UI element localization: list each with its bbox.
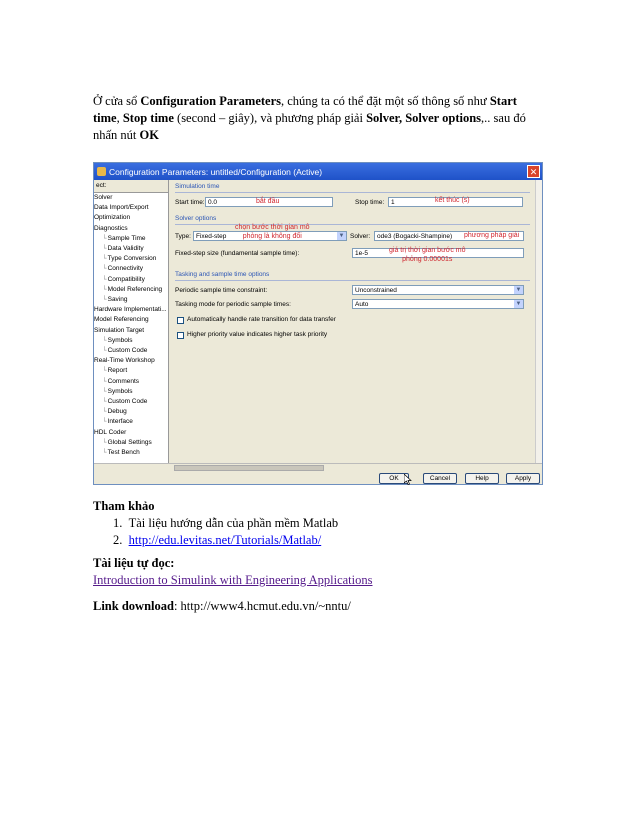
solver-label: Solver: <box>350 233 371 240</box>
self-study-link[interactable]: Introduction to Simulink with Engineering Applications <box>93 573 373 587</box>
solver-value: ode3 (Bogacki-Shampine) <box>377 233 453 240</box>
download-section <box>93 598 543 615</box>
close-icon[interactable]: ✕ <box>527 165 540 178</box>
annotation-line: phỏng là không đổi <box>242 232 302 240</box>
intro-text: nhấn nút <box>93 128 140 142</box>
tree-item[interactable]: Solver <box>94 194 113 201</box>
reference-text: Tài liệu hướng dẫn của phần mềm Matlab <box>128 516 339 530</box>
tree-item[interactable]: Model Referencing <box>94 316 149 324</box>
tree-list <box>94 193 168 458</box>
reference-item <box>93 532 543 549</box>
higher-priority-checkbox[interactable] <box>177 332 184 339</box>
tree-item[interactable]: Data Import/Export <box>94 204 149 212</box>
list-number: 2. <box>113 533 123 547</box>
mouse-cursor-icon <box>404 474 412 485</box>
annotation-line: chọn bước thời gian mô <box>235 224 310 231</box>
tree-item[interactable]: HDL Coder <box>94 428 127 436</box>
higher-priority-label: Higher priority value indicates higher task priority <box>187 331 328 338</box>
tree-item[interactable]: Hardware Implementati... <box>94 306 167 314</box>
fixed-step-input[interactable]: 1e-5 <box>352 248 524 258</box>
intro-text: Ở cửa sổ <box>93 94 141 108</box>
tree-item[interactable]: └ Test Bench <box>94 448 168 458</box>
section-divider <box>175 192 530 193</box>
intro-text: , <box>116 111 123 125</box>
cancel-button[interactable]: Cancel <box>423 473 457 484</box>
chevron-down-icon: ▼ <box>338 233 345 239</box>
tree-item[interactable]: Optimization <box>94 214 131 222</box>
tree-item[interactable]: └ Connectivity <box>94 264 168 274</box>
self-study-heading: Tài liệu tự đọc: <box>93 556 175 570</box>
intro-bold: Start <box>489 94 517 108</box>
config-parameters-window <box>93 162 543 485</box>
tree-item[interactable]: └ Symbols <box>94 336 168 346</box>
type-value: Fixed-step <box>196 233 227 240</box>
tree-item[interactable]: └ Type Conversion <box>94 254 168 264</box>
download-label: Link download <box>93 599 174 613</box>
tasking-mode-value: Auto <box>355 301 369 308</box>
intro-bold: Stop time <box>122 111 174 125</box>
annotation-stop: kết thúc (s) <box>435 197 470 204</box>
tree-item[interactable]: └ Debug <box>94 407 168 417</box>
auto-rate-label: Automatically handle rate transition for data transfer <box>187 316 336 323</box>
type-label: Type: <box>175 233 191 240</box>
annotation-line: giá trị thời gian bước mô <box>389 247 466 254</box>
self-study-section <box>93 555 543 589</box>
tree-item[interactable]: └ Sample Time <box>94 234 168 244</box>
window-titlebar <box>94 163 542 180</box>
start-time-input[interactable]: 0.0 <box>205 197 333 207</box>
tree-item[interactable]: └ Comments <box>94 377 168 387</box>
periodic-label: Periodic sample time constraint: <box>175 287 268 294</box>
tree-item[interactable]: Real-Time Workshop <box>94 357 155 365</box>
annotation-start: bắt đầu <box>256 198 280 205</box>
section-simulation-time: Simulation time <box>175 183 220 190</box>
help-button[interactable]: Help <box>465 473 499 484</box>
apply-button[interactable]: Apply <box>506 473 540 484</box>
periodic-value: Unconstrained <box>355 287 397 294</box>
reference-item <box>93 515 543 532</box>
references-heading-text: Tham khảo <box>93 499 155 513</box>
tree-header: ect: <box>94 180 168 193</box>
section-solver-options: Solver options <box>175 215 217 222</box>
intro-paragraph <box>93 93 543 144</box>
annotation-method: phương pháp giải <box>464 232 520 239</box>
chevron-down-icon: ▼ <box>515 301 522 307</box>
window-title: Configuration Parameters: untitled/Configuration (Active) <box>109 166 323 177</box>
config-tree <box>94 180 169 463</box>
start-time-label: Start time: <box>175 199 205 206</box>
stop-time-label: Stop time: <box>355 199 385 206</box>
tree-item[interactable]: └ Symbols <box>94 387 168 397</box>
tree-item[interactable]: └ Data Validity <box>94 244 168 254</box>
tree-item[interactable]: └ Compatibility <box>94 275 168 285</box>
references-heading <box>93 498 543 515</box>
tree-item[interactable]: └ Model Referencing <box>94 285 168 295</box>
annotation-step-value <box>389 247 466 264</box>
reference-link[interactable]: http://edu.levitas.net/Tutorials/Matlab/ <box>128 533 322 547</box>
stop-time-input[interactable]: 1 <box>388 197 523 207</box>
button-bar <box>94 471 542 484</box>
annotation-step-type <box>235 224 310 241</box>
fixed-step-label: Fixed-step size (fundamental sample time): <box>175 250 300 257</box>
tree-item[interactable]: └ Saving <box>94 295 168 305</box>
intro-bold: Solver, Solver options <box>366 111 482 125</box>
periodic-dropdown[interactable] <box>352 285 524 295</box>
list-number: 1. <box>113 516 123 530</box>
tree-item[interactable]: └ Custom Code <box>94 346 168 356</box>
vertical-scrollbar[interactable] <box>535 180 542 463</box>
references-section <box>93 498 543 549</box>
tree-item[interactable]: └ Report <box>94 366 168 376</box>
tree-item[interactable]: └ Custom Code <box>94 397 168 407</box>
download-url: : http://www4.hcmut.edu.vn/~nntu/ <box>173 599 351 613</box>
tasking-mode-label: Tasking mode for periodic sample times: <box>175 301 291 308</box>
tasking-mode-dropdown[interactable] <box>352 299 524 309</box>
simulink-icon <box>97 167 106 176</box>
section-tasking: Tasking and sample time options <box>175 271 270 278</box>
tree-item[interactable]: Simulation Target <box>94 326 145 334</box>
intro-bold: OK <box>139 128 159 142</box>
tree-item[interactable]: └ Global Settings <box>94 438 168 448</box>
intro-text: , chúng ta có thể đặt một số thông số như <box>281 94 490 108</box>
section-divider <box>175 224 530 225</box>
tree-item[interactable]: └ Interface <box>94 417 168 427</box>
section-divider <box>175 280 530 281</box>
intro-bold: Configuration Parameters <box>140 94 281 108</box>
tree-item[interactable]: Diagnostics <box>94 224 128 232</box>
solver-pane <box>169 180 542 463</box>
intro-text: (second – giây), và phương pháp giải <box>173 111 367 125</box>
chevron-down-icon: ▼ <box>515 287 522 293</box>
ok-button[interactable]: OK <box>379 473 409 484</box>
auto-rate-checkbox[interactable] <box>177 317 184 324</box>
annotation-line: phỏng 0.00001s <box>402 255 453 263</box>
intro-bold: time <box>93 111 117 125</box>
intro-text: ,.. sau đó <box>481 111 526 125</box>
